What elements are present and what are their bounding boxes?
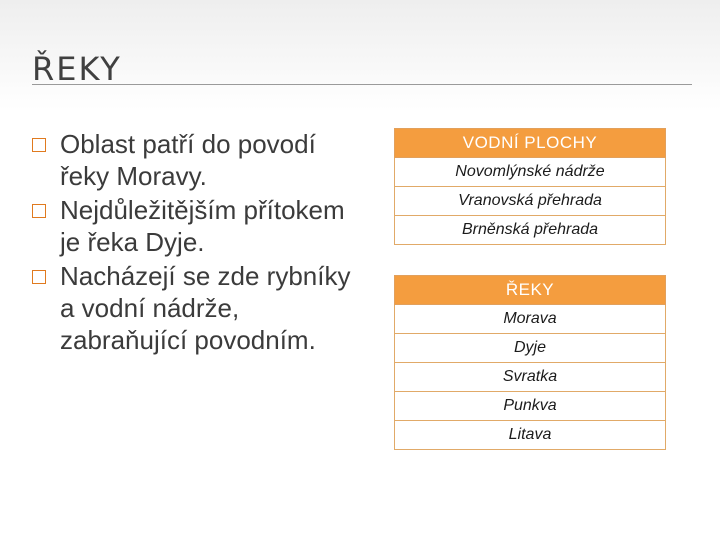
table-cell: Brněnská přehrada (395, 216, 666, 245)
table-cell: Punkva (395, 392, 666, 421)
slide-title: ŘEKY (32, 50, 122, 88)
water-bodies-table (394, 128, 666, 245)
bullet-list (30, 128, 360, 358)
table-header: VODNÍ PLOCHY (395, 129, 666, 158)
bullet-text: Nejdůležitějším přítokem je řeka Dyje. (60, 195, 345, 257)
bullet-text: Oblast patří do povodí řeky Moravy. (60, 129, 316, 191)
table-cell: Vranovská přehrada (395, 187, 666, 216)
rivers-table (394, 275, 666, 450)
table-cell: Litava (395, 421, 666, 450)
square-bullet-icon (32, 204, 46, 218)
table-cell: Svratka (395, 363, 666, 392)
table-cell: Morava (395, 305, 666, 334)
bullet-item (30, 194, 360, 258)
bullet-item (30, 128, 360, 192)
square-bullet-icon (32, 270, 46, 284)
title-underline (32, 84, 692, 85)
table-cell: Dyje (395, 334, 666, 363)
bullet-text: Nacházejí se zde rybníky a vodní nádrže, zabraňující povodním. (60, 261, 351, 355)
bullet-item (30, 260, 360, 356)
table-cell: Novomlýnské nádrže (395, 158, 666, 187)
square-bullet-icon (32, 138, 46, 152)
table-header: ŘEKY (395, 276, 666, 305)
